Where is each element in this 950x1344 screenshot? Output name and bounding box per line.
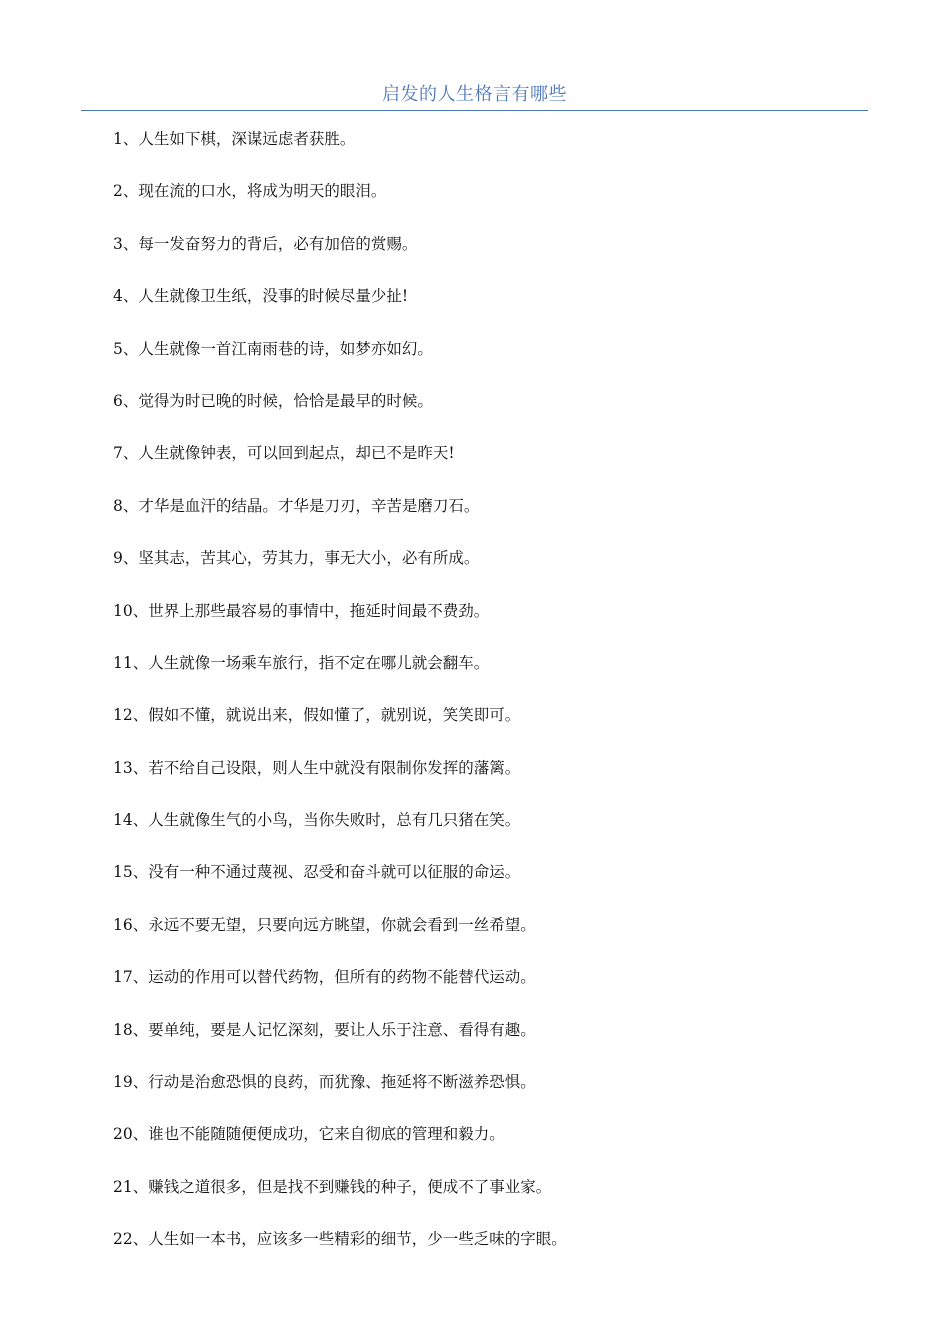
quote-item-6: 6、觉得为时已晚的时候，恰恰是最早的时候。 [113, 391, 433, 410]
quote-item-8: 8、才华是血汗的结晶。才华是刀刃，辛苦是磨刀石。 [113, 496, 480, 515]
quote-item-5: 5、人生就像一首江南雨巷的诗，如梦亦如幻。 [113, 339, 433, 358]
quote-item-11: 11、人生就像一场乘车旅行，指不定在哪儿就会翻车。 [113, 653, 490, 672]
quote-list [113, 124, 873, 1277]
quote-item-9: 9、坚其志，苦其心，劳其力，事无大小，必有所成。 [113, 549, 480, 568]
quote-item-1: 1、人生如下棋，深谋远虑者获胜。 [113, 130, 356, 148]
document-header [81, 82, 868, 111]
quote-item-16: 16、永远不要无望，只要向远方眺望，你就会看到一丝希望。 [113, 915, 536, 934]
quote-item-3: 3、每一发奋努力的背后，必有加倍的赏赐。 [113, 234, 418, 253]
document-title: 启发的人生格言有哪些 [382, 84, 567, 105]
quote-item-17: 17、运动的作用可以替代药物，但所有的药物不能替代运动。 [113, 968, 536, 987]
quote-item-10: 10、世界上那些最容易的事情中，拖延时间最不费劲。 [113, 601, 490, 620]
quote-item-14: 14、人生就像生气的小鸟，当你失败时，总有几只猪在笑。 [113, 811, 521, 830]
quote-item-7: 7、人生就像钟表，可以回到起点，却已不是昨天! [113, 444, 455, 463]
quote-item-21: 21、赚钱之道很多，但是找不到赚钱的种子，便成不了事业家。 [113, 1177, 552, 1196]
quote-item-22: 22、人生如一本书，应该多一些精彩的细节，少一些乏味的字眼。 [113, 1230, 567, 1249]
quote-item-15: 15、没有一种不通过蔑视、忍受和奋斗就可以征服的命运。 [113, 863, 521, 882]
quote-item-19: 19、行动是治愈恐惧的良药，而犹豫、拖延将不断滋养恐惧。 [113, 1073, 536, 1092]
quote-item-12: 12、假如不懂，就说出来，假如懂了，就别说，笑笑即可。 [113, 706, 521, 725]
quote-item-20: 20、谁也不能随随便便成功，它来自彻底的管理和毅力。 [113, 1125, 505, 1144]
quote-item-13: 13、若不给自己设限，则人生中就没有限制你发挥的藩篱。 [113, 758, 521, 777]
quote-item-18: 18、要单纯，要是人记忆深刻，要让人乐于注意、看得有趣。 [113, 1020, 536, 1039]
quote-item-4: 4、人生就像卫生纸，没事的时候尽量少扯! [113, 287, 409, 306]
quote-item-2: 2、现在流的口水，将成为明天的眼泪。 [113, 182, 387, 201]
